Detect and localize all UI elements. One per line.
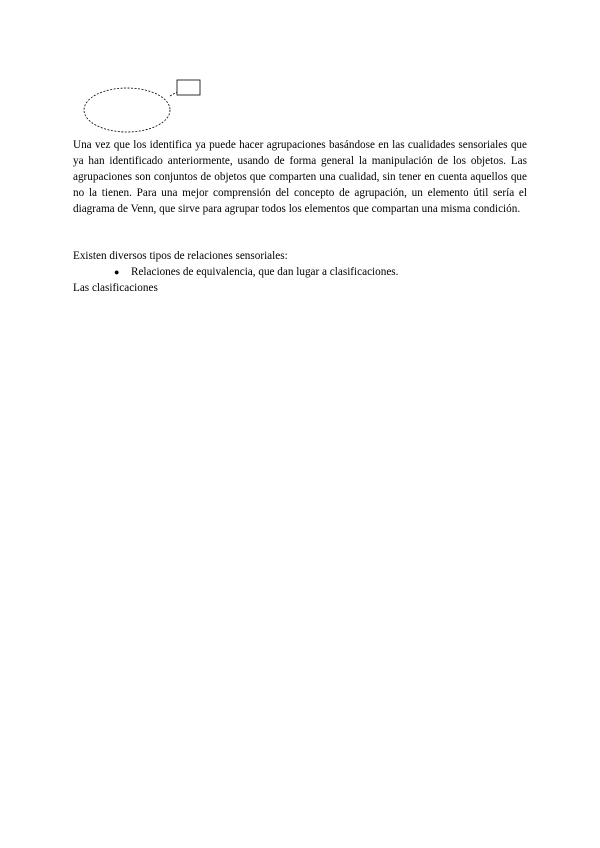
- paragraph-clasificaciones: Las clasificaciones: [73, 282, 158, 294]
- venn-diagram-figure: [80, 74, 210, 136]
- paragraph-tipos-relaciones: Existen diversos tipos de relaciones sensoriales:: [73, 250, 288, 262]
- callout-box: [177, 80, 200, 95]
- callout-connector: [170, 92, 177, 96]
- list-item-text: Relaciones de equivalencia, que dan lugar a clasificaciones.: [131, 266, 399, 278]
- list-item: [114, 264, 534, 280]
- venn-ellipse: [84, 88, 170, 132]
- relations-list: [114, 264, 534, 280]
- paragraph-agrupaciones: Una vez que los identifica ya puede hacer agrupaciones basándose en las cualidades sensoriales que ya han identificado anteriormente, usando de forma general la manipulación de los objetos. Las agrupaciones son conjuntos de objetos que comparten una cualidad, sin tener en cuenta aquellos que no la tienen. Para una mejor comprensión del concepto de agrupación, un elemento útil sería el diagrama de Venn, que sirve para agrupar todos los elementos que compartan una misma condición.: [73, 139, 527, 215]
- bullet-icon: ●: [114, 267, 120, 277]
